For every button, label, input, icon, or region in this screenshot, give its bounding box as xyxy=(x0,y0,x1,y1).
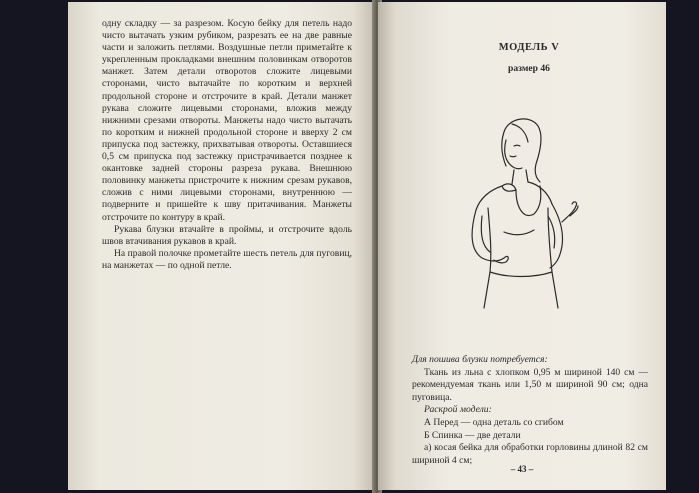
requirements-block xyxy=(412,354,648,467)
pattern-item: А Перед — одна деталь со сгибом xyxy=(424,416,564,428)
paragraph-cuffs: одну складку — за разрезом. Косую бейку для петель надо чисто вытачать узким рубиком, разрезать ее на две равные части и заложить петлями. Воздушные петли приметайте к укрепленным прокладками внешним половинкам отворотов манжет. Затем детали отворотов сложите лицевыми сторонами, чисто вытачайте по коротким и верхней продольной стороне и отстрочите в край. Детали манжет рукава сложите лицевыми сторонами, вложив между нижними срезами отвороты. Манжеты надо чисто вытачать по коротким и нижней продольной стороне и вверху 2 см припуска под застежку, прихватывая отвороты. Оставшиеся 0,5 см припуска под застежку пристрачивается позднее к окантовке задней стороны разреза рукава. Внешнюю половинку манжеты пристрочите к нижним срезам рукавов, сложив с ними лицевыми сторонами, внутреннюю — подверните и пришейте к шву притачивания. Манжеты отстрочите по контуру в край. xyxy=(102,18,352,223)
pattern-heading: Раскрой модели: xyxy=(424,404,492,416)
paragraph-sleeves: Рукава блузки втачайте в проймы, и отстрочите вдоль швов втачивания рукавов в край. xyxy=(102,223,352,247)
pattern-item: а) косая бейка для обработки горловины длиной 82 см шириной 4 см; xyxy=(412,442,648,466)
requirements-text: Ткань из льна с хлопком 0,95 м шириной 140 см — рекомендуемая ткань или 1,50 м шириной 90 см; одна пуговица. xyxy=(412,366,648,403)
blouse-model-illustration xyxy=(464,112,594,312)
model-title: МОДЕЛЬ V xyxy=(498,42,560,53)
left-page xyxy=(68,2,378,490)
right-page xyxy=(378,2,666,490)
requirements-heading: Для пошива блузки потребуется: xyxy=(412,354,548,365)
model-size: размер 46 xyxy=(508,63,550,74)
paragraph-buttonholes: На правой полочке прометайте шесть петель для пуговиц, на манжетах — по одной петле. xyxy=(102,247,352,271)
page-number: – 43 – xyxy=(510,464,534,474)
pattern-item: Б Спинка — две детали xyxy=(424,429,521,441)
